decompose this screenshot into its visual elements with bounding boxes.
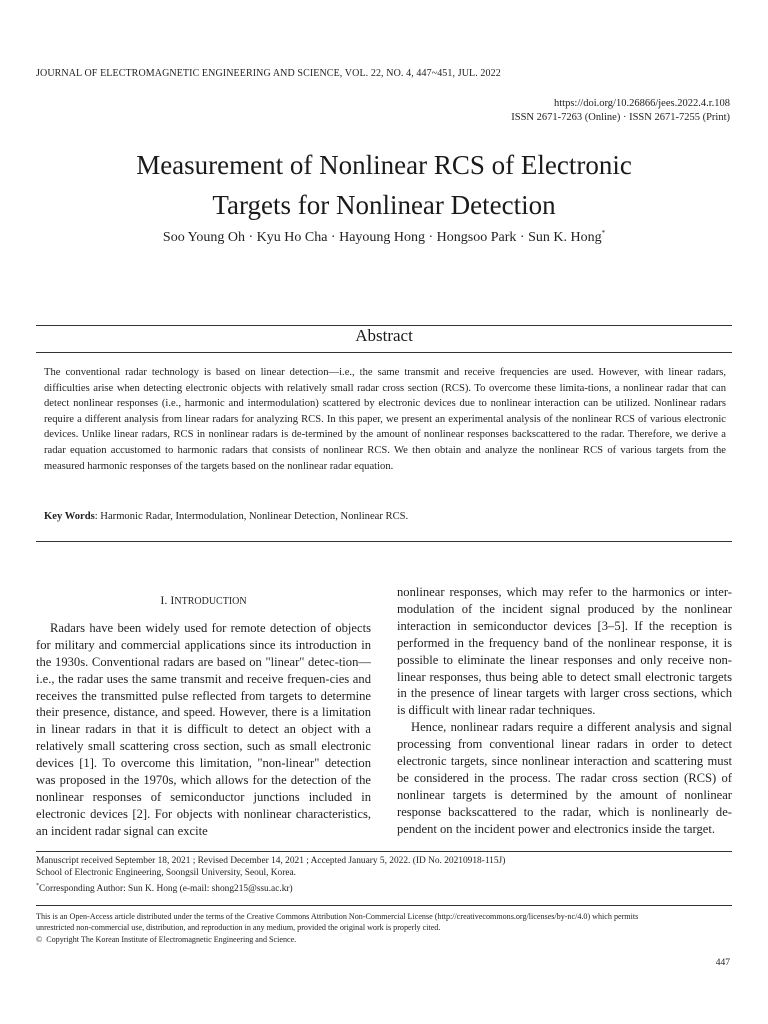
section-title-smallcaps: NTRODUCTION xyxy=(174,596,247,607)
corresponding-author-mark: * xyxy=(601,229,606,237)
abstract-heading: Abstract xyxy=(355,326,413,345)
page-number: 447 xyxy=(715,958,730,968)
body-column-left xyxy=(36,584,371,840)
author-list xyxy=(40,229,728,246)
copyright-line xyxy=(36,934,736,945)
doi-link[interactable]: https://doi.org/10.26866/jees.2022.4.r.108 xyxy=(554,98,730,109)
body-column-right xyxy=(397,584,732,838)
copyright-icon: © xyxy=(36,934,43,944)
doi-block xyxy=(330,97,730,125)
footnote-rule xyxy=(36,851,732,852)
intro-paragraph-1: Radars have been widely used for remote detection of objects for military and commercial applications since its introduction in the 1930s. Conventional radars are based on "linear" detec-tion—i.e., the radar uses the same transmit and receive frequen-cies and receives the transmitted pulse reflected from targets to determine their presence, distance, and speed. However, there is a limitation in linear radars in that it is difficult to detect an object with a relatively small scattering cross section, such as small electronic devices [1]. To overcome this limitation, "non-linear" detection was proposed in the 1970s, which allows for the detection of the nonlinear responses of semiconductor junctions included in electronic devices [2]. For objects with nonlinear characteristics, an incident radar signal can excite xyxy=(36,620,371,838)
corresponding-author xyxy=(36,880,732,895)
title-line-2: Targets for Nonlinear Detection xyxy=(212,190,556,220)
journal-header: JOURNAL OF ELECTROMAGNETIC ENGINEERING AND SCIENCE, VOL. 22, NO. 4, 447~451, JUL. 2022 xyxy=(36,68,501,79)
title-line-1: Measurement of Nonlinear RCS of Electronic xyxy=(136,150,632,180)
intro-paragraph-1-continued: nonlinear responses, which may refer to the harmonics or inter-modulation of the incident signal produced by the nonlinear interaction in semiconductor devices [3–5]. If the reception is performed in the frequency band of the nonlinear response, it is possible to eliminate the linear responses and only receive non-linear responses, thus being able to detect small electronic targets in the presence of linear targets with larger cross sections, which is difficult with linear radar techniques. xyxy=(397,585,732,718)
corresponding-author-text: Corresponding Author: Sun K. Hong (e-mail: shong215@ssu.ac.kr) xyxy=(39,883,293,894)
copyright-text: Copyright The Korean Institute of Electromagnetic Engineering and Science. xyxy=(46,934,297,944)
abstract-text: The conventional radar technology is based on linear detection—i.e., the same transmit and receive frequencies are used. However, with linear radars, difficulties arise when detecting electronic objects with relatively small radar cross section (RCS). To overcome these limita-tions, a nonlinear radar that can detect nonlinear responses (i.e., harmonic and intermodulation) scattered by electronic devices due to nonlinear interaction can be utilized. Nonlinear radars require a different analysis from linear radars for analyzing RCS. In this paper, we present an experimental analysis of the nonlinear RCS of various electronic devices. Unlike linear radars, RCS in nonlinear radars is de-termined by the amount of nonlinear responses backscattered to the radar. Therefore, we derive a radar equation accustomed to harmonic radars that consists of nonlinear RCS. We then obtain and analyze the nonlinear RCS of various targets from the measured harmonic responses of the targets based on the nonlinear radar equation. xyxy=(44,367,726,472)
keywords-label: Key Words xyxy=(44,511,95,522)
keywords-list: : Harmonic Radar, Intermodulation, Nonlinear Detection, Nonlinear RCS. xyxy=(94,511,409,522)
issn-line: ISSN 2671-7263 (Online) · ISSN 2671-7255 (Print) xyxy=(511,112,730,123)
license-rule xyxy=(36,905,732,906)
affiliation: School of Electronic Engineering, Soongsil University, Seoul, Korea. xyxy=(36,868,297,879)
corresponding-footnote-mark: * xyxy=(36,882,39,889)
intro-paragraph-2: Hence, nonlinear radars require a different analysis and signal processing from conventional linear radars in order to detect electronic targets, since nonlinear interaction and scattering must be considered in the process. The radar cross section (RCS) of nonlinear targets is determined by the amount of nonlinear response backscattered to the radar, which is nonlinearly de-pendent on the incident power and electronics inside the target. xyxy=(397,720,732,836)
abstract-heading-rule xyxy=(36,352,732,353)
section-number: I. I xyxy=(160,593,175,607)
license-line-2: unrestricted non-commercial use, distribution, and reproduction in any medium, provided the original work is properly cited. xyxy=(36,923,441,933)
license-block xyxy=(36,911,736,945)
keywords xyxy=(44,511,726,522)
section-heading-introduction xyxy=(36,592,371,611)
author-names: Soo Young Oh · Kyu Ho Cha · Hayoung Hong · Hongsoo Park · Sun K. Hong xyxy=(162,230,602,245)
footnotes xyxy=(36,855,732,895)
license-line-1: This is an Open-Access article distributed under the terms of the Creative Commons Attribution Non-Commercial License (http://creativecommons.org/licenses/by-nc/4.0) which permits xyxy=(36,912,639,921)
paper-title xyxy=(40,145,728,225)
abstract-bottom-rule xyxy=(36,541,732,542)
manuscript-dates: Manuscript received September 18, 2021 ; Revised December 14, 2021 ; Accepted January 5, 2022. (ID No. 20210918-115J) xyxy=(36,856,506,866)
